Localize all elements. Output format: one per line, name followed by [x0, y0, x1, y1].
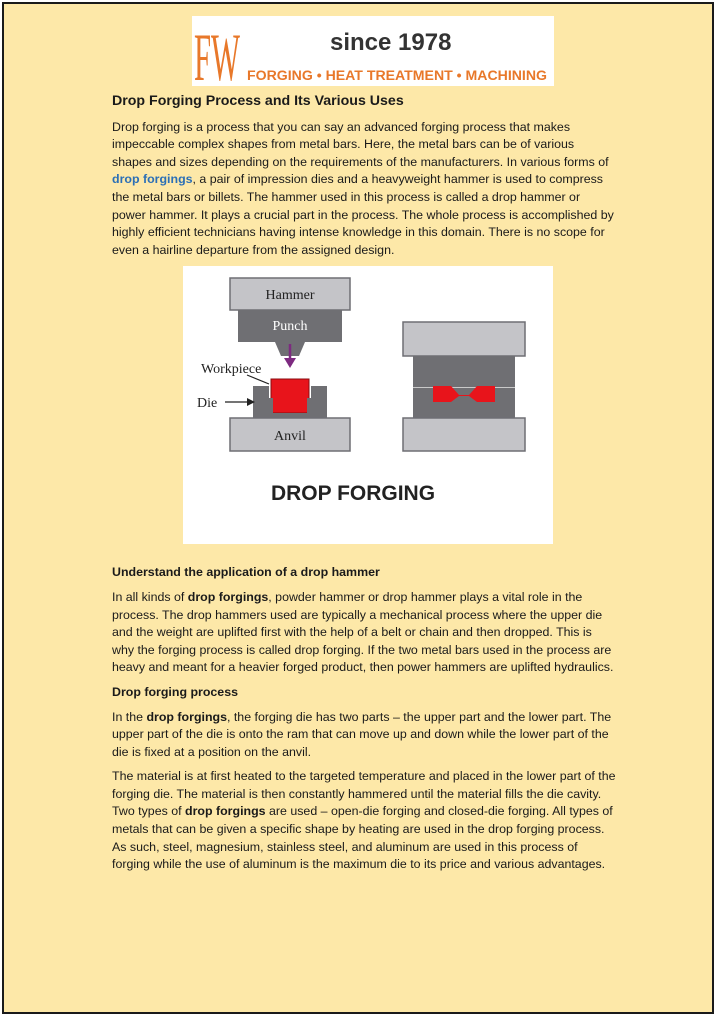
workpiece-label: Workpiece: [201, 362, 262, 378]
section-paragraph: [112, 589, 617, 677]
diagram-caption: DROP FORGING: [270, 482, 436, 506]
bold-term: drop forgings: [185, 804, 266, 819]
paragraph-text: , powder hammer or drop hammer plays a vital role in the process. The drop hammers used are typically a mechanical process where the upper die and the weight are uplifted first with the help of a belt or chain and then dropped. This is why the forging process is called drop forging. If the two metal bars used in the process are heavy and meant for a heavier forged product, then power hammers are uplifted hydraulics.: [112, 589, 614, 675]
logo-graphic: [192, 16, 554, 86]
punch-label: Punch: [272, 319, 308, 335]
closed-lower-die: [413, 388, 515, 418]
hammer-label: Hammer: [265, 288, 315, 304]
intro-text-start: Drop forging is a process that you can say an advanced forging process that makes impeccable complex shapes from metal bars. Here, the metal bars can be of various shapes and sizes depending on the requirements of the manufacturers. In various forms of: [112, 119, 609, 169]
intro-paragraph: [112, 119, 617, 260]
article: [112, 90, 617, 881]
paragraph-text: In all kinds of: [112, 589, 188, 604]
motion-arrow-head: [284, 358, 296, 368]
logo-mark: FW: [194, 19, 241, 86]
intro-text-end: , a pair of impression dies and a heavyweight hammer is used to compress the metal bars or billets. The hammer used in this process is called a drop hammer or power hammer. It plays a crucial part in the process. The whole process is accomplished by highly efficient technicians having intense knowledge in this domain. There is no scope for even a hairline departure from the assigned design.: [112, 172, 614, 257]
section-paragraph: [112, 768, 617, 874]
company-logo: [192, 16, 554, 86]
document-page: [2, 2, 714, 1014]
bold-term: drop forgings: [146, 709, 227, 724]
paragraph-text: In the: [112, 709, 147, 724]
die-label: Die: [197, 396, 218, 412]
drop-forgings-link[interactable]: drop forgings: [112, 172, 193, 187]
anvil-label: Anvil: [274, 429, 306, 445]
section-heading: Understand the application of a drop hammer: [112, 565, 380, 580]
paragraph-text: , the forging die has two parts – the upper part and the lower part. The upper part of the die is onto the ram that can move up and down while the lower part of the die is fixed at a position on the anvil.: [112, 709, 612, 759]
logo-tagline: since 1978: [330, 29, 452, 56]
bold-term: drop forgings: [187, 589, 269, 604]
paragraph-text: The material is at first heated to the targeted temperature and placed in the lower part of the forging die. The material is then constantly hammered until the material fills the die cavity. Two types of: [112, 769, 616, 819]
drop-forging-diagram: [183, 266, 553, 544]
section-heading: Drop forging process: [112, 684, 238, 699]
workpiece: [271, 379, 309, 413]
closed-upper-die: [413, 356, 515, 387]
section-process: [112, 684, 617, 874]
section-paragraph: [112, 709, 617, 762]
logo-services: FORGING • HEAT TREATMENT • MACHINING: [247, 68, 547, 83]
closed-anvil-block: [403, 418, 525, 451]
article-title: Drop Forging Process and Its Various Uses: [112, 93, 404, 109]
section-drop-hammer: [112, 564, 617, 677]
closed-hammer-block: [403, 322, 525, 356]
paragraph-text: are used – open-die forging and closed-die forging. All types of metals that can be given a specific shape by heating are used in the drop forging process. As such, steel, magnesium, stainless steel, and aluminum are used in this process of forging while the use of aluminum is the maximum die to its price and various advantages.: [112, 804, 613, 872]
